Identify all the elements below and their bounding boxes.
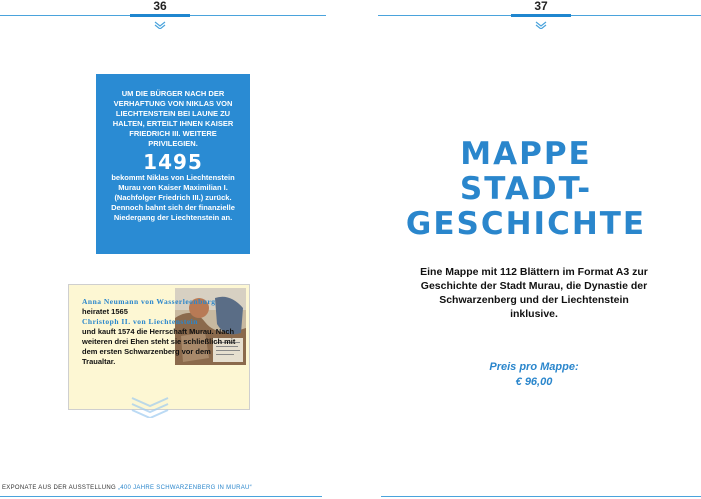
footer-rule bbox=[381, 496, 701, 497]
person-name-anna: Anna Neumann von Wasserleonburg bbox=[82, 297, 216, 306]
card-body: bekommt Niklas von Liechtenstein Murau von Kaiser Maximilian I. (Nachfolger Friedrich III.) zurück. Dennoch bahnt sich der finanzielle Niedergang der Liechtenstein an. bbox=[111, 173, 235, 222]
header-bar bbox=[130, 14, 190, 17]
chevron-watermark-icon bbox=[130, 394, 170, 418]
title-line-3: GESCHICHTE bbox=[405, 206, 647, 242]
page-title bbox=[386, 137, 666, 242]
chevron-down-icon bbox=[535, 21, 547, 29]
footer-caption bbox=[2, 485, 252, 491]
chevron-down-icon bbox=[154, 21, 166, 29]
right-page bbox=[351, 0, 701, 499]
header-bar bbox=[511, 14, 571, 17]
card-text-married: heiratet 1565 bbox=[82, 307, 128, 316]
price-block bbox=[414, 360, 654, 390]
price-label: Preis pro Mappe: bbox=[489, 361, 579, 373]
person-name-christoph: Christoph II. von Liechtenstein bbox=[82, 317, 198, 326]
card-year: 1495 bbox=[143, 150, 203, 174]
footer-highlight: „400 JAHRE SCHWARZENBERG IN MURAU“ bbox=[117, 485, 252, 491]
info-card-anna-neumann bbox=[68, 284, 250, 410]
info-card-1495 bbox=[96, 74, 250, 254]
title-line-1: MAPPE bbox=[460, 136, 592, 172]
title-line-2: STADT- bbox=[459, 171, 593, 207]
card-text bbox=[82, 297, 246, 367]
card-intro: UM DIE BÜRGER NACH DER VERHAFTUNG VON NIKLAS VON LIECHTENSTEIN BEI LAUNE ZU HALTEN, ERTEILT IHNEN KAISER FRIEDRICH III. WEITERE PRIVILEGIEN. bbox=[112, 89, 234, 148]
card-text-purchase: und kauft 1574 die Herrschaft Murau. Nach weiteren drei Ehen steht sie schließlich mit dem ersten Schwarzenberg vor dem Traualtar. bbox=[82, 327, 236, 366]
page-number: 36 bbox=[153, 0, 167, 13]
footer-prefix: EXPONATE AUS DER AUSSTELLUNG bbox=[2, 485, 118, 491]
page-number: 37 bbox=[534, 0, 548, 13]
price-value: € 96,00 bbox=[515, 376, 553, 388]
lead-text: Eine Mappe mit 112 Blättern im Format A3 zur Geschichte der Stadt Murau, die Dynastie der Schwarzenberg und der Liechtenstein inklusive. bbox=[420, 266, 648, 320]
left-page bbox=[0, 0, 350, 499]
footer-rule bbox=[0, 496, 322, 497]
